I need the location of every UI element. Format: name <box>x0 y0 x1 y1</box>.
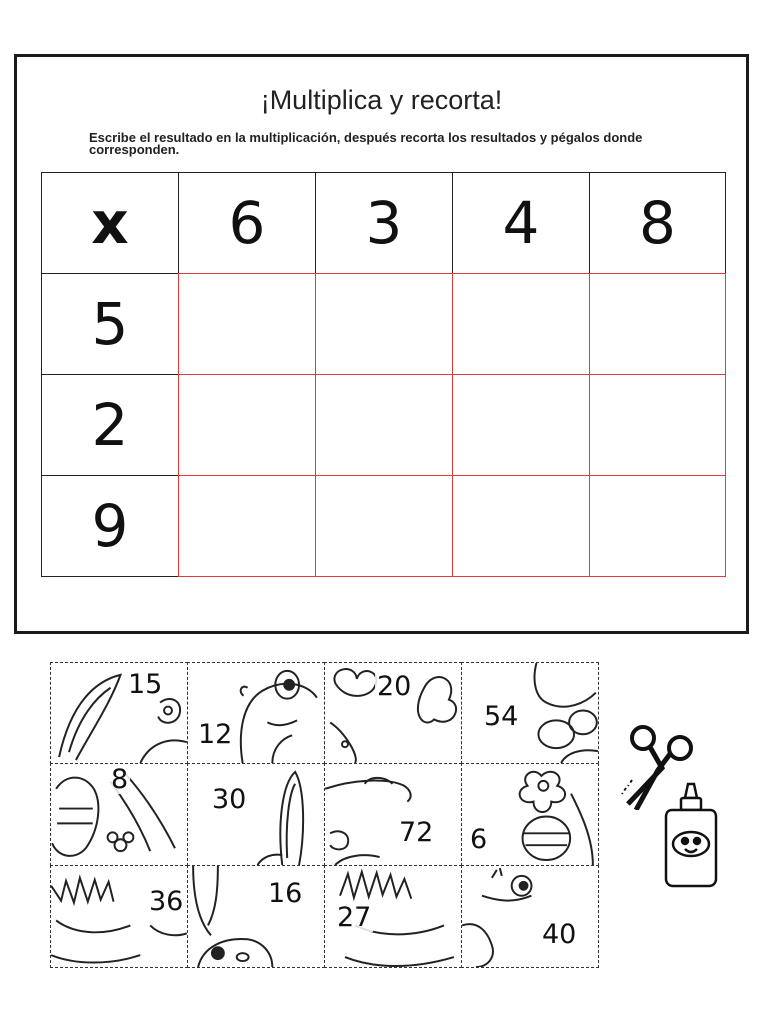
row-header: 9 <box>41 475 179 577</box>
answer-cell[interactable] <box>589 273 726 375</box>
piece-number: 36 <box>149 886 184 917</box>
cutout-piece[interactable] <box>187 865 325 968</box>
column-header: 8 <box>589 172 726 274</box>
piece-number: 54 <box>484 701 519 732</box>
answer-cell[interactable] <box>452 273 590 375</box>
answer-cell[interactable] <box>452 374 590 476</box>
bunny-ear-tall-drawing <box>188 764 324 865</box>
row-header: 2 <box>41 374 179 476</box>
piece-number: 30 <box>212 784 247 815</box>
glue-bottle-icon <box>660 782 722 888</box>
piece-number: 15 <box>128 669 163 700</box>
worksheet-instructions: Escribe el resultado en la multiplicación, después recorta los resultados y pégalos donde corresponden. <box>89 130 643 157</box>
cutout-pieces <box>50 662 598 967</box>
column-header: 4 <box>452 172 590 274</box>
piece-number: 72 <box>399 817 434 848</box>
cutout-piece[interactable] <box>324 763 462 866</box>
cutout-piece[interactable] <box>324 662 462 764</box>
cutout-piece[interactable] <box>50 763 188 866</box>
bunny-ear-drawing <box>51 663 187 763</box>
cutout-piece[interactable] <box>461 662 599 764</box>
answer-cell[interactable] <box>452 475 590 577</box>
piece-number: 8 <box>111 764 129 795</box>
piece-number: 12 <box>198 719 233 750</box>
cutout-piece[interactable] <box>50 865 188 968</box>
cutout-piece[interactable] <box>187 763 325 866</box>
answer-cell[interactable] <box>315 273 453 375</box>
answer-cell[interactable] <box>315 374 453 476</box>
answer-cell[interactable] <box>178 273 316 375</box>
cutout-piece[interactable] <box>324 865 462 968</box>
column-header: 6 <box>178 172 316 274</box>
piece-number: 40 <box>542 919 577 950</box>
operator-cell: x <box>41 172 179 274</box>
piece-number: 6 <box>470 824 488 855</box>
multiplication-table <box>41 172 725 576</box>
cutout-piece[interactable] <box>187 662 325 764</box>
row-header: 5 <box>41 273 179 375</box>
worksheet-frame <box>14 54 749 634</box>
answer-cell[interactable] <box>315 475 453 577</box>
cutout-piece[interactable] <box>50 662 188 764</box>
piece-number: 27 <box>337 902 372 933</box>
snail-drawing <box>462 866 598 967</box>
piece-number: 20 <box>377 671 412 702</box>
bunny-body-drawing <box>325 764 461 865</box>
answer-cell[interactable] <box>178 374 316 476</box>
cutout-piece[interactable] <box>461 763 599 866</box>
worksheet-title: ¡Multiplica y recorta! <box>260 85 503 115</box>
answer-cell[interactable] <box>589 475 726 577</box>
column-header: 3 <box>315 172 453 274</box>
cutout-piece[interactable] <box>461 865 599 968</box>
answer-cell[interactable] <box>178 475 316 577</box>
answer-cell[interactable] <box>589 374 726 476</box>
piece-number: 16 <box>268 878 303 909</box>
